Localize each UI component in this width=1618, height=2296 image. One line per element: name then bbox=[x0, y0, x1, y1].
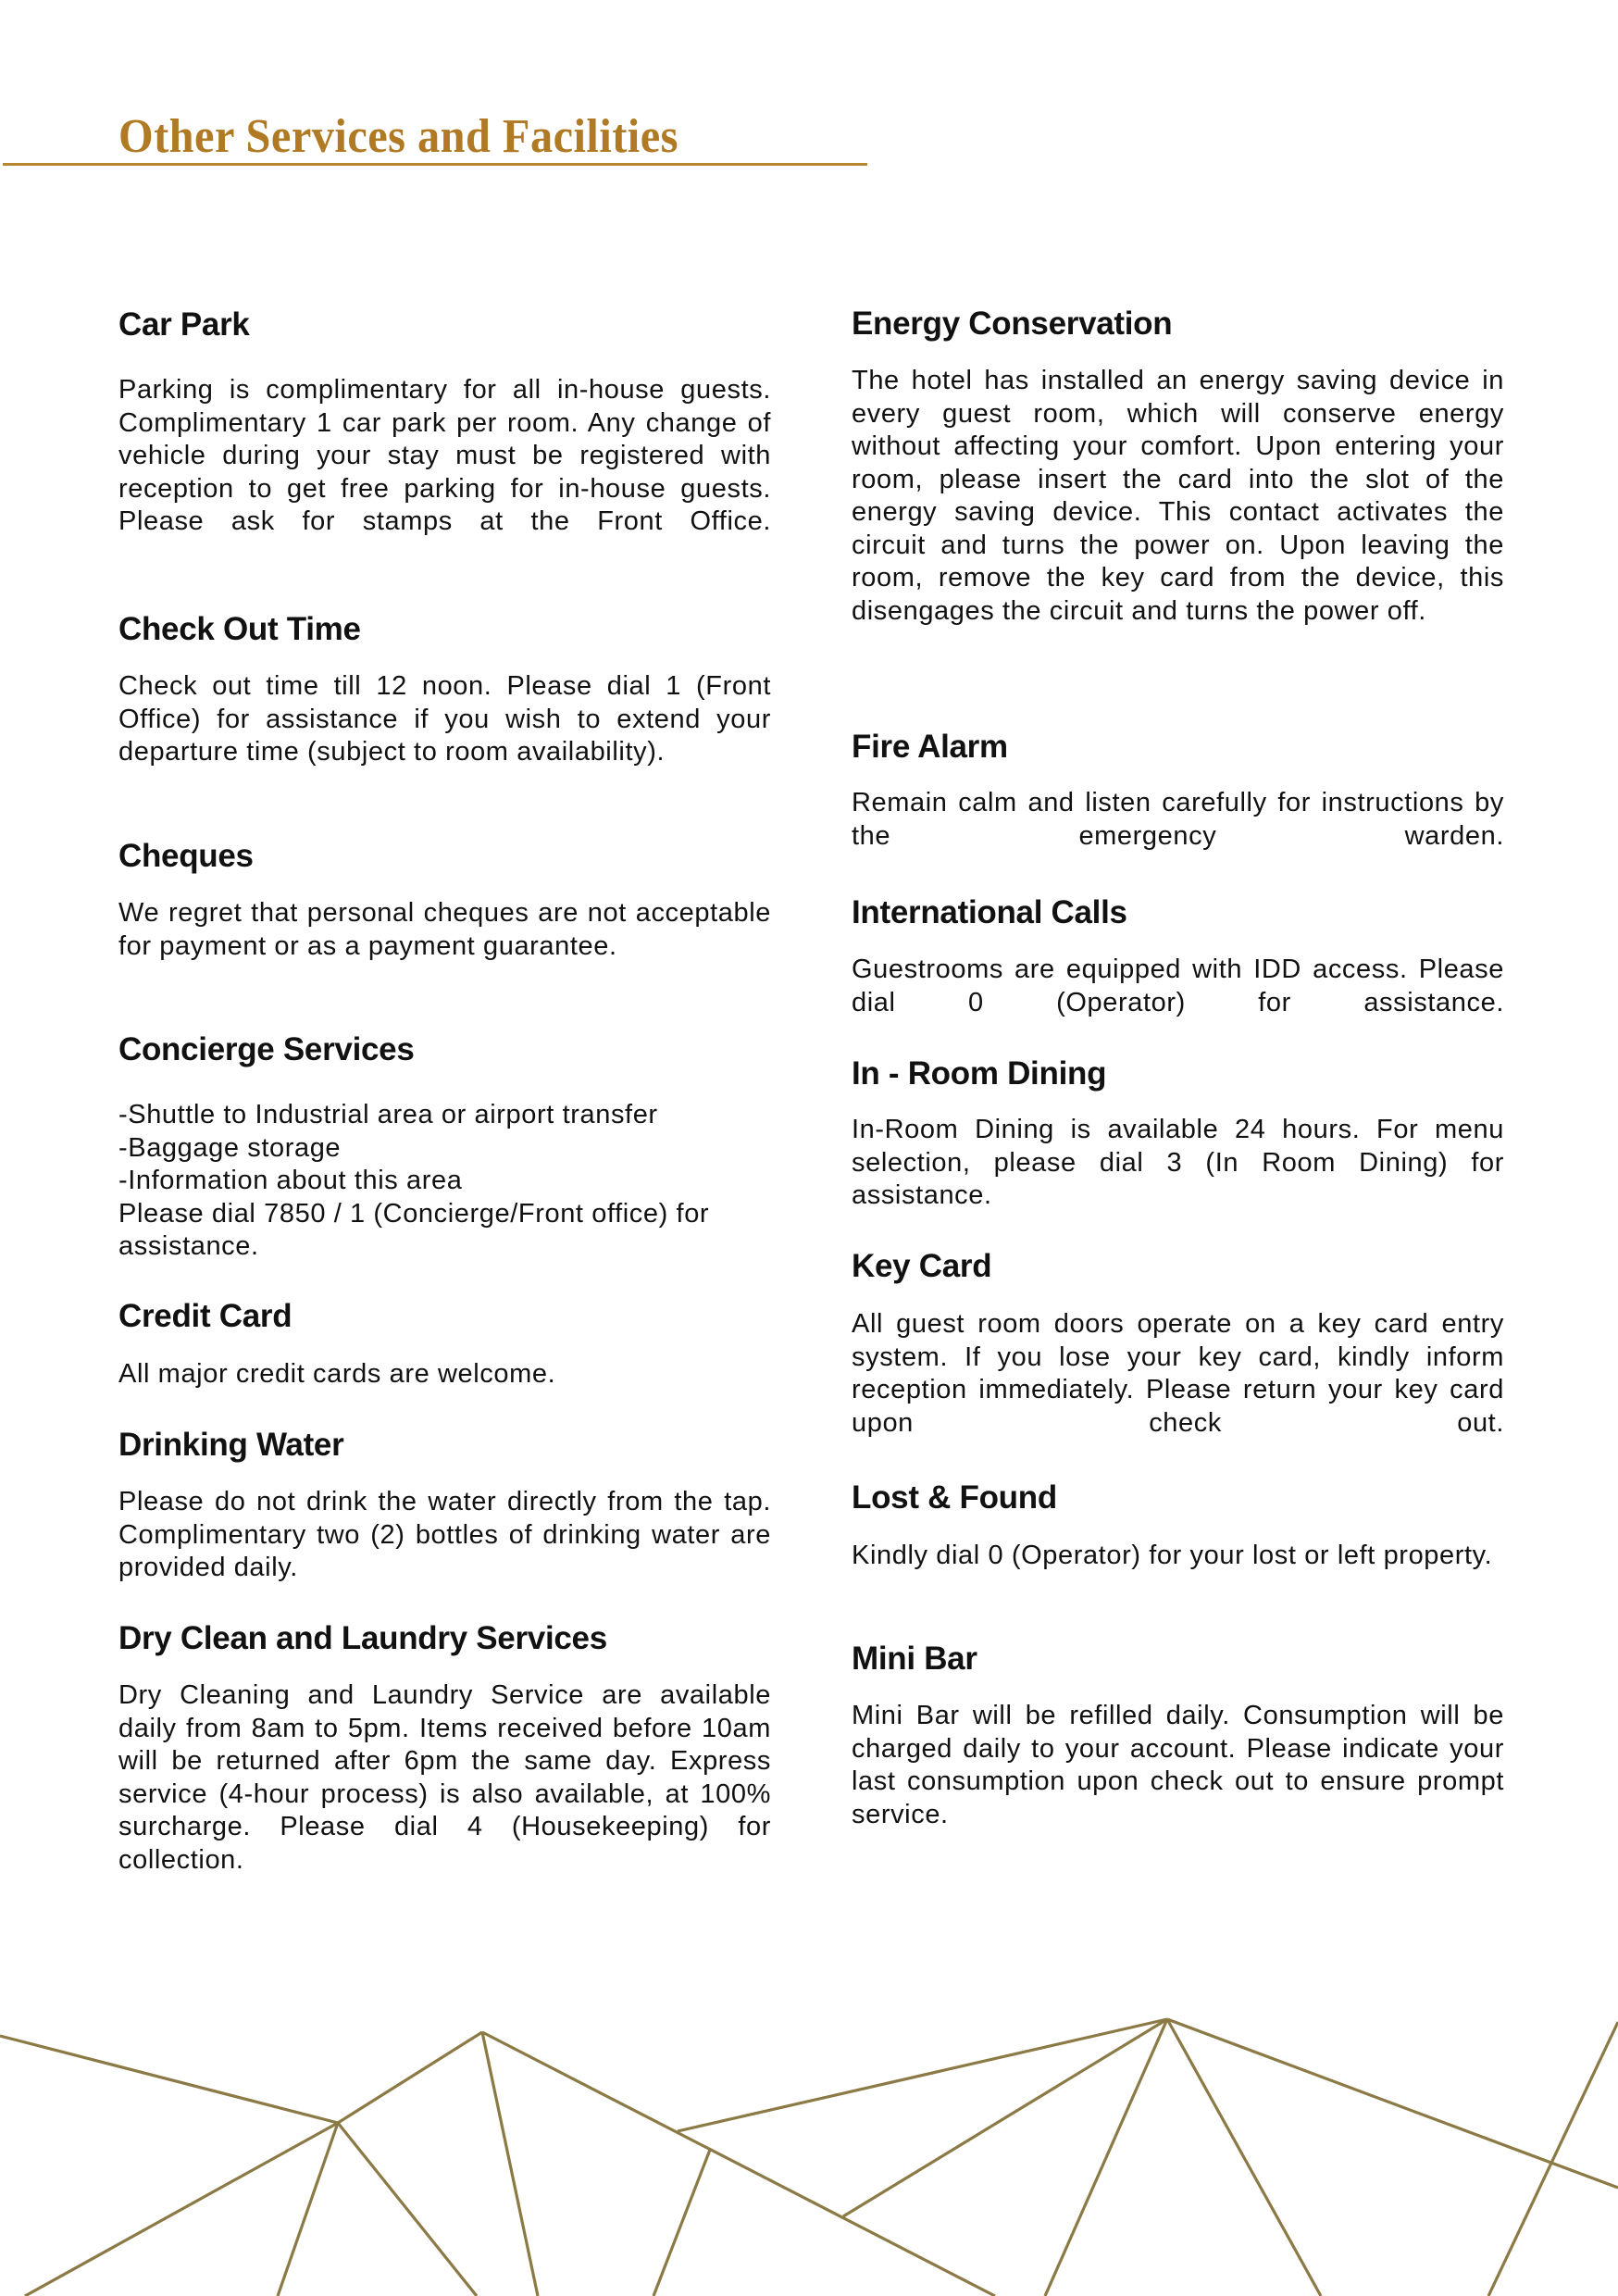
section-lost-and-found bbox=[852, 1479, 1504, 1570]
section-key-card bbox=[852, 1248, 1504, 1438]
section-heading: Key Card bbox=[852, 1248, 992, 1284]
section-heading: Dry Clean and Laundry Services bbox=[118, 1620, 607, 1656]
section-heading: Energy Conservation bbox=[852, 306, 1173, 342]
section-body: The hotel has installed an energy saving device in every guest room, which will conserve energy without affecting your comfort. Upon entering your room, please insert the card into the slot of the energy saving device. This contact activates the circuit and turns the power on. Upon leaving the room, remove the key card from the device, this disengages the circuit and turns the power off. bbox=[852, 366, 1504, 626]
section-body: Mini Bar will be refilled daily. Consumption will be charged daily to your account. Please indicate your last consumption upon check out to ensure prompt service. bbox=[852, 1701, 1504, 1829]
section-heading: Credit Card bbox=[118, 1298, 292, 1334]
deco-line bbox=[1488, 2022, 1618, 2296]
deco-line bbox=[25, 2123, 338, 2296]
deco-line bbox=[278, 2123, 338, 2296]
section-body bbox=[118, 1099, 771, 1264]
section-body: Parking is complimentary for all in-house guests. Complimentary 1 car park per room. Any change of vehicle during your stay must be registered with reception to get free parking for in-house guests. Please ask for stamps at the Front Office. bbox=[118, 375, 771, 536]
section-body: All major credit cards are welcome. bbox=[118, 1359, 556, 1389]
section-heading: Cheques bbox=[118, 838, 254, 874]
section-heading: Car Park bbox=[118, 306, 250, 343]
concierge-item: -Shuttle to Industrial area or airport transfer bbox=[118, 1100, 658, 1129]
section-heading: Drinking Water bbox=[118, 1427, 344, 1463]
section-mini-bar bbox=[852, 1641, 1504, 1829]
deco-line bbox=[1167, 2019, 1618, 2188]
deco-line bbox=[482, 2032, 995, 2296]
deco-line bbox=[1045, 2019, 1167, 2296]
deco-line bbox=[338, 2123, 477, 2296]
section-check-out-time bbox=[118, 611, 771, 767]
deco-line bbox=[678, 2019, 1167, 2131]
section-heading: Fire Alarm bbox=[852, 729, 1008, 765]
page-title: Other Services and Facilities bbox=[118, 110, 678, 163]
deco-line bbox=[843, 2019, 1167, 2216]
section-heading: International Calls bbox=[852, 894, 1127, 930]
deco-line bbox=[0, 2036, 338, 2123]
section-credit-card bbox=[118, 1298, 771, 1389]
section-body: Dry Cleaning and Laundry Service are available daily from 8am to 5pm. Items received before 10am will be returned after 6pm the same day. Express service (4-hour process) is also available, at 100% surcharge. Please dial 4 (Housekeeping) for collection. bbox=[118, 1680, 771, 1875]
deco-line bbox=[482, 2032, 538, 2296]
section-international-calls bbox=[852, 894, 1504, 1017]
section-body: In-Room Dining is available 24 hours. For menu selection, please dial 3 (In Room Dining) for assistance. bbox=[852, 1115, 1504, 1210]
section-body: Guestrooms are equipped with IDD access. Please dial 0 (Operator) for assistance. bbox=[852, 955, 1504, 1017]
concierge-item: -Baggage storage bbox=[118, 1132, 342, 1163]
section-car-park bbox=[118, 306, 771, 536]
section-body: Check out time till 12 noon. Please dial 1 (Front Office) for assistance if you wish to extend your departure time (subject to room availability). bbox=[118, 671, 771, 767]
section-concierge-services bbox=[118, 1031, 771, 1261]
section-in-room-dining bbox=[852, 1055, 1504, 1210]
section-fire-alarm bbox=[852, 729, 1504, 851]
section-drinking-water bbox=[118, 1427, 771, 1582]
section-dry-clean-laundry bbox=[118, 1620, 771, 1875]
section-energy-conservation bbox=[852, 306, 1504, 626]
section-body: Remain calm and listen carefully for instructions by the emergency warden. bbox=[852, 788, 1504, 851]
section-body: Please do not drink the water directly from the tap. Complimentary two (2) bottles of drinking water are provided daily. bbox=[118, 1487, 771, 1582]
section-heading: Check Out Time bbox=[118, 611, 361, 647]
section-heading: Concierge Services bbox=[118, 1031, 415, 1067]
section-heading: Mini Bar bbox=[852, 1641, 977, 1677]
deco-line bbox=[1167, 2019, 1321, 2296]
section-cheques bbox=[118, 838, 771, 961]
section-body: All guest room doors operate on a key card entry system. If you lose your key card, kindly inform reception immediately. Please return your key card upon check out. bbox=[852, 1309, 1504, 1438]
section-heading: Lost & Found bbox=[852, 1479, 1057, 1516]
concierge-item: -Information about this area bbox=[118, 1166, 463, 1195]
section-body: Kindly dial 0 (Operator) for your lost or left property. bbox=[852, 1541, 1493, 1570]
deco-line bbox=[338, 2032, 482, 2123]
title-underline bbox=[3, 163, 867, 166]
section-body: We regret that personal cheques are not acceptable for payment or as a payment guarantee. bbox=[118, 898, 771, 961]
section-heading: In - Room Dining bbox=[852, 1055, 1107, 1092]
concierge-dial-info: Please dial 7850 / 1 (Concierge/Front office) for assistance. bbox=[118, 1198, 710, 1261]
deco-line bbox=[653, 2150, 710, 2296]
